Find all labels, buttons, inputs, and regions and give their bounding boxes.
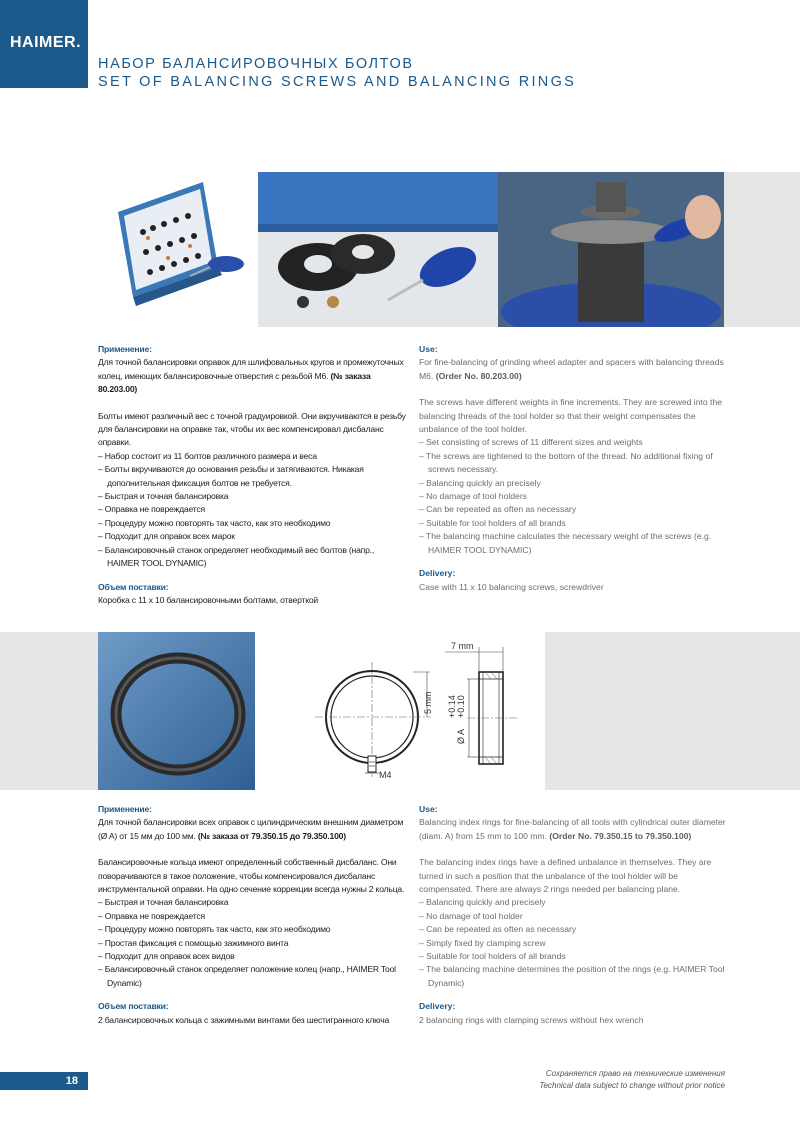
drawing-tol-upper: +0.14 xyxy=(447,695,457,718)
list-item: – The balancing machine calculates the necessary weight of the screws (e.g. HAIMER TOOL DYNAMIC) xyxy=(419,530,731,557)
list-item: – Balancing quickly an precisely xyxy=(419,477,731,490)
list-item: – Процедуру можно повторять так часто, как это необходимо xyxy=(98,517,408,530)
list-item: – No damage of tool holder xyxy=(419,910,731,923)
section2-en-intro: Balancing index rings for fine-balancing of all tools with cylindrical outer diameter (diam. A) from 15 mm to 100 mm. xyxy=(419,817,726,841)
page-title-ru: НАБОР БАЛАНСИРОВОЧНЫХ БОЛТОВ xyxy=(98,56,414,72)
section1-en-intro-block xyxy=(419,356,731,383)
section2-ru xyxy=(98,803,408,1027)
list-item: – Простая фиксация с помощью зажимного винта xyxy=(98,937,408,950)
photo-balancing-ring xyxy=(98,632,255,790)
section1-en-delivery: Case with 11 x 10 balancing screws, screwdriver xyxy=(419,581,604,592)
list-item: – Быстрая и точная балансировка xyxy=(98,490,408,503)
list-item: – Балансировочный станок определяет положение колец (напр., HAIMER Tool Dynamic) xyxy=(98,963,408,990)
section1-ru-list xyxy=(98,450,408,571)
drawing-depth-label: 5 mm xyxy=(423,691,433,714)
photo-strip xyxy=(98,172,800,327)
section1-en-heading: Use: xyxy=(419,344,438,354)
section1-ru-order: (№ заказа 80.203.00) xyxy=(98,370,371,395)
section1-en-para: The screws have different weights in fine increments. They are screwed into the balancing threads of the tool holder so that their weight compensates the unbalance of the tool holder. xyxy=(419,397,723,435)
section2-ru-heading: Применение: xyxy=(98,804,152,814)
list-item: – Болты вкручиваются до основания резьбы и затягиваются. Никакая дополнительная фиксация болтов не требуется. xyxy=(98,463,408,490)
drawing-width-label: 7 mm xyxy=(451,641,474,651)
photo-balancing-machine xyxy=(498,172,724,327)
list-item: – Набор состоит из 11 болтов различного размера и веса xyxy=(98,450,408,463)
section1-ru-intro: Для точной балансировки оправок для шлифовальных кругов и промежуточных колец, имеющих балансировочные отверстия с резьбой М6. xyxy=(98,357,404,381)
drawing-diameter-label: Ø A xyxy=(456,728,466,744)
section1-en-delivery-heading: Delivery: xyxy=(419,568,456,579)
photo-rings-screwdriver xyxy=(258,172,498,327)
footer-note-ru: Сохраняется право на технические изменения xyxy=(545,1069,725,1078)
section2-ru-list xyxy=(98,896,408,990)
section2-en-delivery: 2 balancing rings with clamping screws without hex wrench xyxy=(419,1014,644,1025)
section2-en-delivery-heading: Delivery: xyxy=(419,1001,456,1012)
section2-ru-order: (№ заказа от 79.350.15 до 79.350.100) xyxy=(197,830,346,841)
page-number: 18 xyxy=(65,1075,78,1087)
section2-en-para: The balancing index rings have a defined unbalance in themselves. They are turned in such a position that the unbalance of the tool holder will be compensated. There are always 2 rings needed per balancing plane. xyxy=(419,857,712,895)
section1-ru-delivery-heading: Объем поставки: xyxy=(98,581,169,592)
list-item: – No damage of tool holders xyxy=(419,490,731,503)
section2-ru-para: Балансировочные кольца имеют определенный собственный дисбаланс. Они поворачиваются в такое положение, чтобы компенсировался дисбаланс инструментальной оправки. На одно сечение коррекции всегда нужны 2 кольца. xyxy=(98,857,405,895)
list-item: – The balancing machine determines the position of the rings (e.g. HAIMER Tool Dynamic) xyxy=(419,963,731,990)
section1-ru xyxy=(98,343,408,607)
technical-drawing xyxy=(255,632,545,790)
section2-ru-intro-block xyxy=(98,816,408,843)
section2-ru-delivery-heading: Объем поставки: xyxy=(98,1001,169,1012)
footer-note-en: Technical data subject to change without prior notice xyxy=(539,1081,725,1090)
section2-ru-intro: Для точной балансировки всех оправок с цилиндрическим внешним диаметром (Ø A) от 15 мм до 100 мм. xyxy=(98,817,404,841)
section2-en-heading: Use: xyxy=(419,804,438,814)
list-item: – Оправка не повреждается xyxy=(98,503,408,516)
brand-logo: HAIMER. xyxy=(10,34,82,51)
section1-ru-heading: Применение: xyxy=(98,344,152,354)
list-item: – Процедуру можно повторять так часто, как это необходимо xyxy=(98,923,408,936)
list-item: – Can be repeated as often as necessary xyxy=(419,503,731,516)
section1-en-intro: For fine-balancing of grinding wheel adapter and spacers with balancing threads M6. xyxy=(419,357,724,381)
section1-ru-intro-block xyxy=(98,356,408,396)
section1-en xyxy=(419,343,731,594)
section2-en-intro-block xyxy=(419,816,731,843)
list-item: – Подходит для оправок всех видов xyxy=(98,950,408,963)
section1-en-list xyxy=(419,436,731,557)
list-item: – Оправка не повреждается xyxy=(98,910,408,923)
section2-ru-delivery: 2 балансировочных кольца с зажимными винтами без шестигранного ключа xyxy=(98,1014,390,1025)
section1-en-order: (Order No. 80.203.00) xyxy=(435,370,522,381)
section2-en-order: (Order No. 79.350.15 to 79.350.100) xyxy=(549,830,692,841)
list-item: – Set consisting of screws of 11 different sizes and weights xyxy=(419,436,731,449)
drawing-thread-label: M4 xyxy=(379,770,392,780)
list-item: – Suitable for tool holders of all brands xyxy=(419,950,731,963)
photo-screw-case xyxy=(98,172,258,327)
drawing-tol-lower: +0.10 xyxy=(456,695,466,718)
section1-ru-delivery: Коробка с 11 x 10 балансировочными болтами, отверткой xyxy=(98,594,319,605)
brand-logo-box xyxy=(0,0,88,88)
section1-ru-para: Болты имеют различный вес с точной градуировкой. Они вкручиваются в резьбу для балансировки на оправке так, чтобы их вес компенсировал дисбаланс оправки. xyxy=(98,410,406,448)
page-number-box xyxy=(0,1072,88,1090)
section2-en xyxy=(419,803,731,1027)
list-item: – The screws are tightened to the bottom of the thread. No additional fixing of screws necessary. xyxy=(419,450,731,477)
list-item: – Balancing quickly and precisely xyxy=(419,896,731,909)
list-item: – Балансировочный станок определяет необходимый вес болтов (напр., HAIMER TOOL DYNAMIC) xyxy=(98,544,408,571)
section2-en-list xyxy=(419,896,731,990)
list-item: – Подходит для оправок всех марок xyxy=(98,530,408,543)
list-item: – Simply fixed by clamping screw xyxy=(419,937,731,950)
list-item: – Быстрая и точная балансировка xyxy=(98,896,408,909)
page-title-en: SET OF BALANCING SCREWS AND BALANCING RINGS xyxy=(98,74,577,90)
list-item: – Can be repeated as often as necessary xyxy=(419,923,731,936)
list-item: – Suitable for tool holders of all brands xyxy=(419,517,731,530)
